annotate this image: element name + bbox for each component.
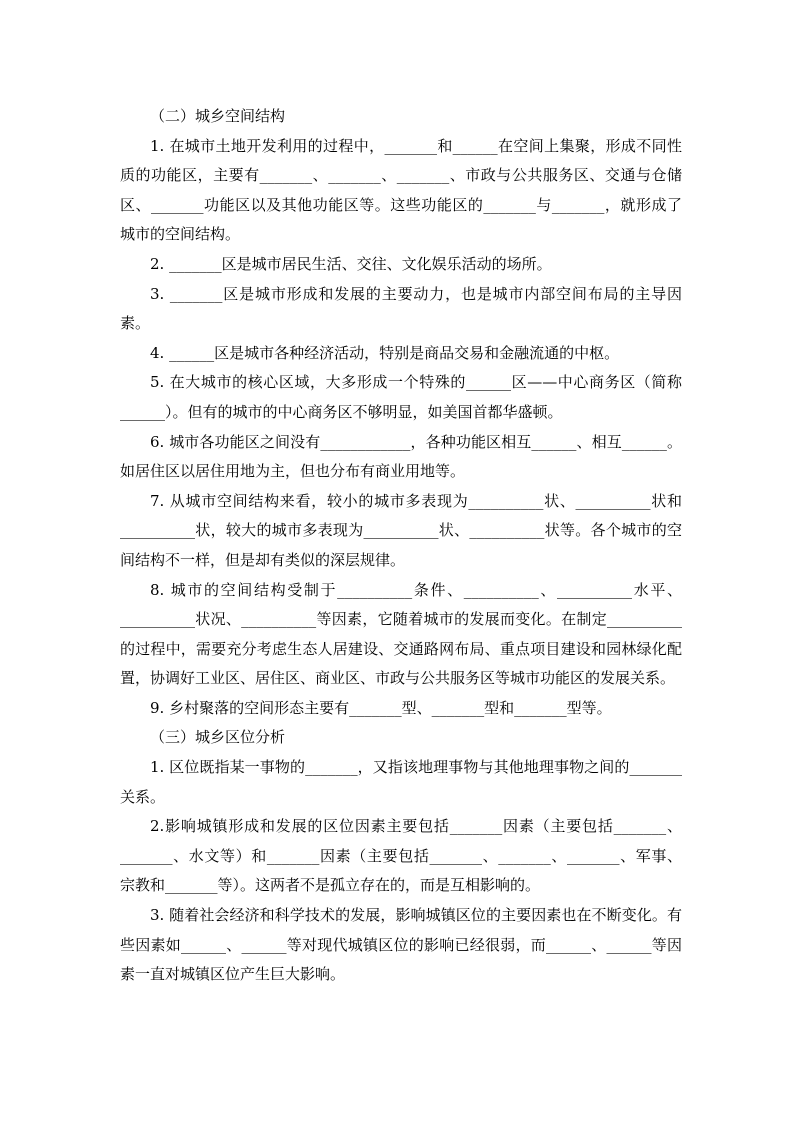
section-heading: （二）城乡空间结构 bbox=[150, 107, 286, 125]
question-item: 1. 在城市土地开发利用的过程中，_______和______在空间上集聚，形成不同性质的功能区，主要有_______、_______、_______、市政与公共服务区、交通与仓储区、_______功能区以及其他功能区等。这些功能区的_______与_______，就形成了城市的空间结构。 bbox=[120, 136, 682, 244]
question-item: 8. 城市的空间结构受制于__________条件、__________、__________水平、__________状况、__________等因素，它随着城市的发展而变化。在制定__________的过程中，需要充分考虑生态人居建设、交通路网布局、重点项目建设和园林绿化配置，协调好工业区、居住区、商业区、市政与公共服务区等城市功能区的发展关系。 bbox=[120, 580, 682, 688]
question-item: 1. 区位既指某一事物的_______，又指该地理事物与其他地理事物之间的_______关系。 bbox=[120, 758, 682, 806]
question-item: 3. _______区是城市形成和发展的主要动力，也是城市内部空间布局的主导因素。 bbox=[120, 284, 682, 333]
question-item: 9. 乡村聚落的空间形态主要有_______型、_______型和_______型等。 bbox=[150, 698, 612, 717]
section-heading: （三）城乡区位分析 bbox=[150, 728, 286, 747]
question-item: 3. 随着社会经济和科学技术的发展，影响城镇区位的主要因素也在不断变化。有些因素如______、______等对现代城镇区位的影响已经很弱，而______、______等因素一直对城镇区位产生巨大影响。 bbox=[120, 906, 682, 984]
document-body bbox=[120, 102, 682, 990]
question-item: 4. ______区是城市各种经济活动，特别是商品交易和金融流通的中枢。 bbox=[150, 343, 620, 362]
question-item: 5. 在大城市的核心区域，大多形成一个特殊的______区——中心商务区（简称______）。但有的城市的中心商务区不够明显，如美国首都华盛顿。 bbox=[120, 373, 682, 421]
question-item: 2. _______区是城市居民生活、交往、文化娱乐活动的场所。 bbox=[150, 254, 552, 273]
question-item: 2.影响城镇形成和发展的区位因素主要包括_______因素（主要包括_______、_______、水文等）和_______因素（主要包括_______、_______、_______、军事、宗教和_______等）。这两者不是孤立存在的，而是互相影响的。 bbox=[120, 817, 682, 895]
question-item: 6. 城市各功能区之间没有____________，各种功能区相互______、相互______。如居住区以居住用地为主，但也分布有商业用地等。 bbox=[120, 432, 682, 481]
question-item: 7. 从城市空间结构来看，较小的城市多表现为__________状、__________状和__________状，较大的城市多表现为__________状、__________状等。各个城市的空间结构不一样，但是却有类似的深层规律。 bbox=[120, 491, 682, 569]
